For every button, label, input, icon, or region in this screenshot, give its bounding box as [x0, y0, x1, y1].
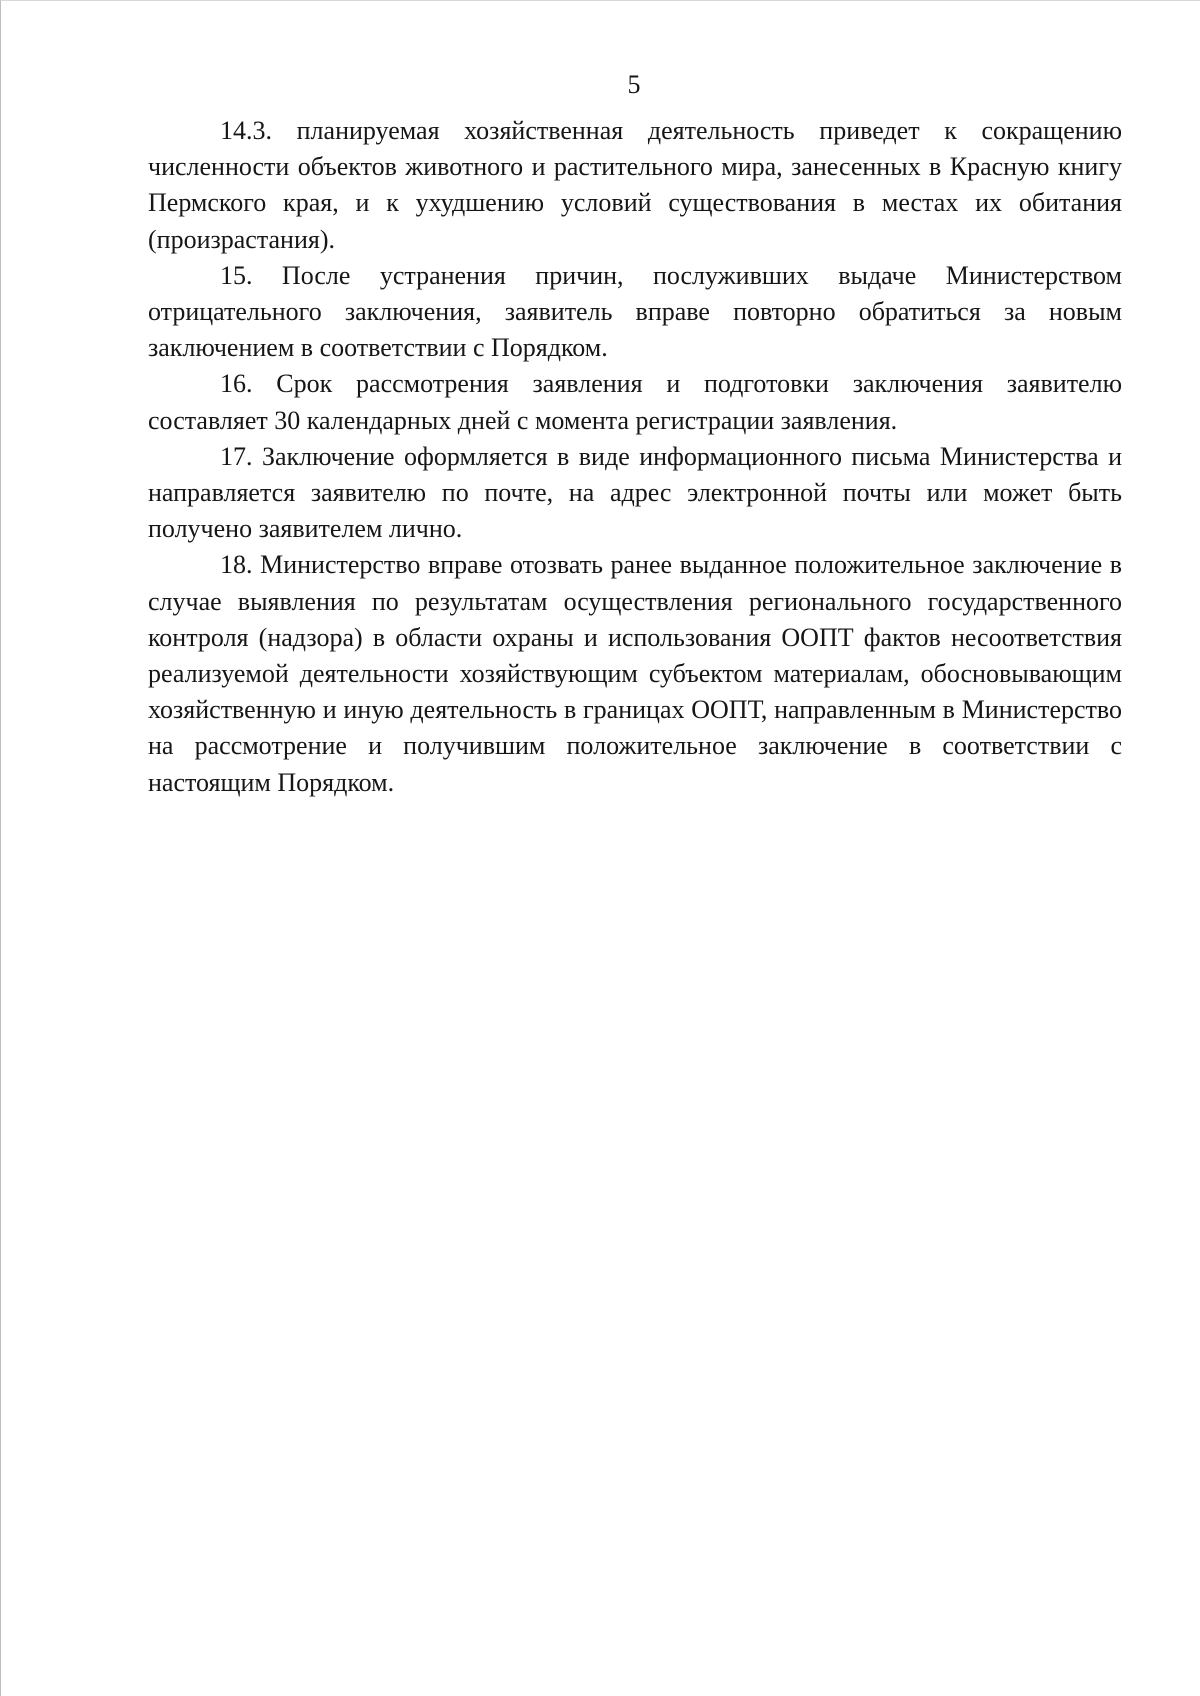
- paragraph-14-3: 14.3. планируемая хозяйственная деятельность приведет к сокращению численности объектов животного и растительного мира, занесенных в Красную книгу Пермского края, и к ухудшению условий существования в местах их обитания (произрастания).: [148, 116, 1122, 254]
- page-number: 5: [627, 70, 641, 99]
- paragraph-18: 18. Министерство вправе отозвать ранее выданное положительное заключение в случае выявления по результатам осуществления регионального государственного контроля (надзора) в области охраны и использования ООПТ фактов несоответствия реализуемой деятельности хозяйствующим субъектом материалам, обосновывающим хозяйственную и иную деятельность в границах ООПТ, направленным в Министерство на рассмотрение и получившим положительное заключение в соответствии с настоящим Порядком.: [148, 550, 1122, 797]
- document-body: [148, 113, 1122, 801]
- paragraph-15: 15. После устранения причин, послуживших выдаче Министерством отрицательного заключения, заявитель вправе повторно обратиться за новым заключением в соответствии с Порядком.: [148, 260, 1122, 363]
- paragraph-17: 17. Заключение оформляется в виде информационного письма Министерства и направляется заявителю по почте, на адрес электронной почты или может быть получено заявителем лично.: [148, 441, 1122, 544]
- paragraph-16: 16. Срок рассмотрения заявления и подготовки заключения заявителю составляет 30 календарных дней с момента регистрации заявления.: [148, 369, 1122, 435]
